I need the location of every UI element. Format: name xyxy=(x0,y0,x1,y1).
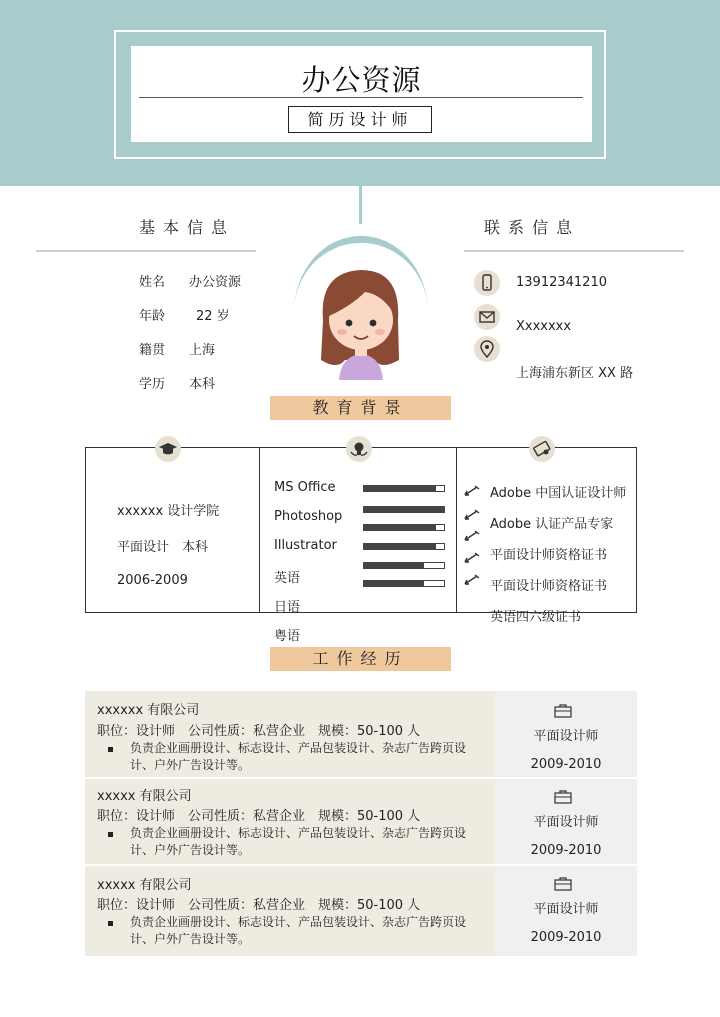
school-major: 平面设计 本科 xyxy=(117,540,209,555)
phone-icon xyxy=(474,270,500,296)
mail-icon xyxy=(474,304,500,330)
skill-bar xyxy=(363,524,445,531)
graduation-cap-icon xyxy=(155,436,181,462)
education-divider-2 xyxy=(456,447,457,613)
school-years: 2006-2009 xyxy=(117,573,188,588)
job-years: 2009-2010 xyxy=(530,757,602,772)
basic-info-divider xyxy=(36,250,256,252)
certificate-item: 英语四六级证书 xyxy=(490,610,582,625)
contact-divider xyxy=(464,250,684,252)
info-value-education: 本科 xyxy=(189,377,216,392)
skill-bar-fill xyxy=(364,544,436,549)
briefcase-icon xyxy=(554,876,572,895)
skill-bar xyxy=(363,485,445,492)
pencil-icon xyxy=(463,483,481,502)
pencil-icon xyxy=(463,528,481,547)
education-divider-1 xyxy=(259,447,260,613)
work-heading: 工作经历 xyxy=(270,647,451,671)
school-name: xxxxxx 设计学院 xyxy=(117,504,220,519)
job-company: xxxxx 有限公司 xyxy=(97,878,192,893)
connector-line xyxy=(359,159,362,224)
title-divider xyxy=(139,97,583,98)
skill-name: Illustrator xyxy=(274,538,337,553)
certificate-icon xyxy=(529,436,555,462)
contact-address: 上海浦东新区 XX 路 xyxy=(516,366,634,381)
job-years: 2009-2010 xyxy=(530,843,602,858)
info-label-age: 年龄 xyxy=(139,309,166,324)
job-meta: 职位：设计师 公司性质：私营企业 规模：50-100 人 xyxy=(97,898,421,913)
bullet xyxy=(108,921,113,926)
contact-email: Xxxxxxx xyxy=(516,319,572,334)
avatar xyxy=(285,220,435,380)
skill-bar-fill xyxy=(364,581,424,586)
skill-name: 日语 xyxy=(274,600,301,615)
bullet xyxy=(108,747,113,752)
job-role: 平面设计师 xyxy=(533,815,599,830)
job-description: 负责企业画册设计、标志设计、产品包装设计、杂志广告跨页设计、户外广告设计等。 xyxy=(130,741,467,772)
skill-bar-fill xyxy=(364,507,444,512)
location-icon xyxy=(474,336,500,362)
contact-heading: 联系信息 xyxy=(484,218,581,237)
job-role: 平面设计师 xyxy=(533,729,599,744)
job-role: 平面设计师 xyxy=(533,902,599,917)
info-label-hometown: 籍贯 xyxy=(139,343,166,358)
certificate-item: 平面设计师资格证书 xyxy=(490,579,608,594)
certificate-item: 平面设计师资格证书 xyxy=(490,548,608,563)
briefcase-icon xyxy=(554,789,572,808)
basic-info-heading: 基本信息 xyxy=(139,218,236,237)
contact-phone: 13912341210 xyxy=(516,275,607,290)
info-value-name: 办公资源 xyxy=(189,275,242,290)
info-value-hometown: 上海 xyxy=(189,343,216,358)
job-meta: 职位：设计师 公司性质：私营企业 规模：50-100 人 xyxy=(97,724,421,739)
education-heading: 教育背景 xyxy=(270,396,451,420)
pencil-icon xyxy=(463,507,481,526)
page-title: 办公资源 xyxy=(301,63,422,97)
bullet xyxy=(108,832,113,837)
skill-name: 英语 xyxy=(274,571,301,586)
skill-name: 粤语 xyxy=(274,629,301,644)
skill-bar-fill xyxy=(364,486,436,491)
certificate-item: Adobe 认证产品专家 xyxy=(490,517,614,532)
skill-bar xyxy=(363,543,445,550)
lightbulb-icon xyxy=(346,436,372,462)
job-description: 负责企业画册设计、标志设计、产品包装设计、杂志广告跨页设计、户外广告设计等。 xyxy=(130,915,467,946)
job-title-badge: 简历设计师 xyxy=(288,106,432,133)
skill-bar xyxy=(363,562,445,569)
skill-name: Photoshop xyxy=(274,509,343,524)
info-label-education: 学历 xyxy=(139,377,166,392)
job-meta: 职位：设计师 公司性质：私营企业 规模：50-100 人 xyxy=(97,809,421,824)
info-value-age: 22 岁 xyxy=(196,309,230,324)
info-label-name: 姓名 xyxy=(139,275,166,290)
skill-name: MS Office xyxy=(274,480,336,495)
certificate-item: Adobe 中国认证设计师 xyxy=(490,486,627,501)
skill-bar xyxy=(363,506,445,513)
skill-bar-fill xyxy=(364,563,424,568)
skill-bar-fill xyxy=(364,525,436,530)
job-company: xxxxxx 有限公司 xyxy=(97,703,200,718)
job-company: xxxxx 有限公司 xyxy=(97,789,192,804)
skill-bar xyxy=(363,580,445,587)
pencil-icon xyxy=(463,572,481,591)
pencil-icon xyxy=(463,550,481,569)
job-description: 负责企业画册设计、标志设计、产品包装设计、杂志广告跨页设计、户外广告设计等。 xyxy=(130,826,467,857)
job-years: 2009-2010 xyxy=(530,930,602,945)
briefcase-icon xyxy=(554,703,572,722)
